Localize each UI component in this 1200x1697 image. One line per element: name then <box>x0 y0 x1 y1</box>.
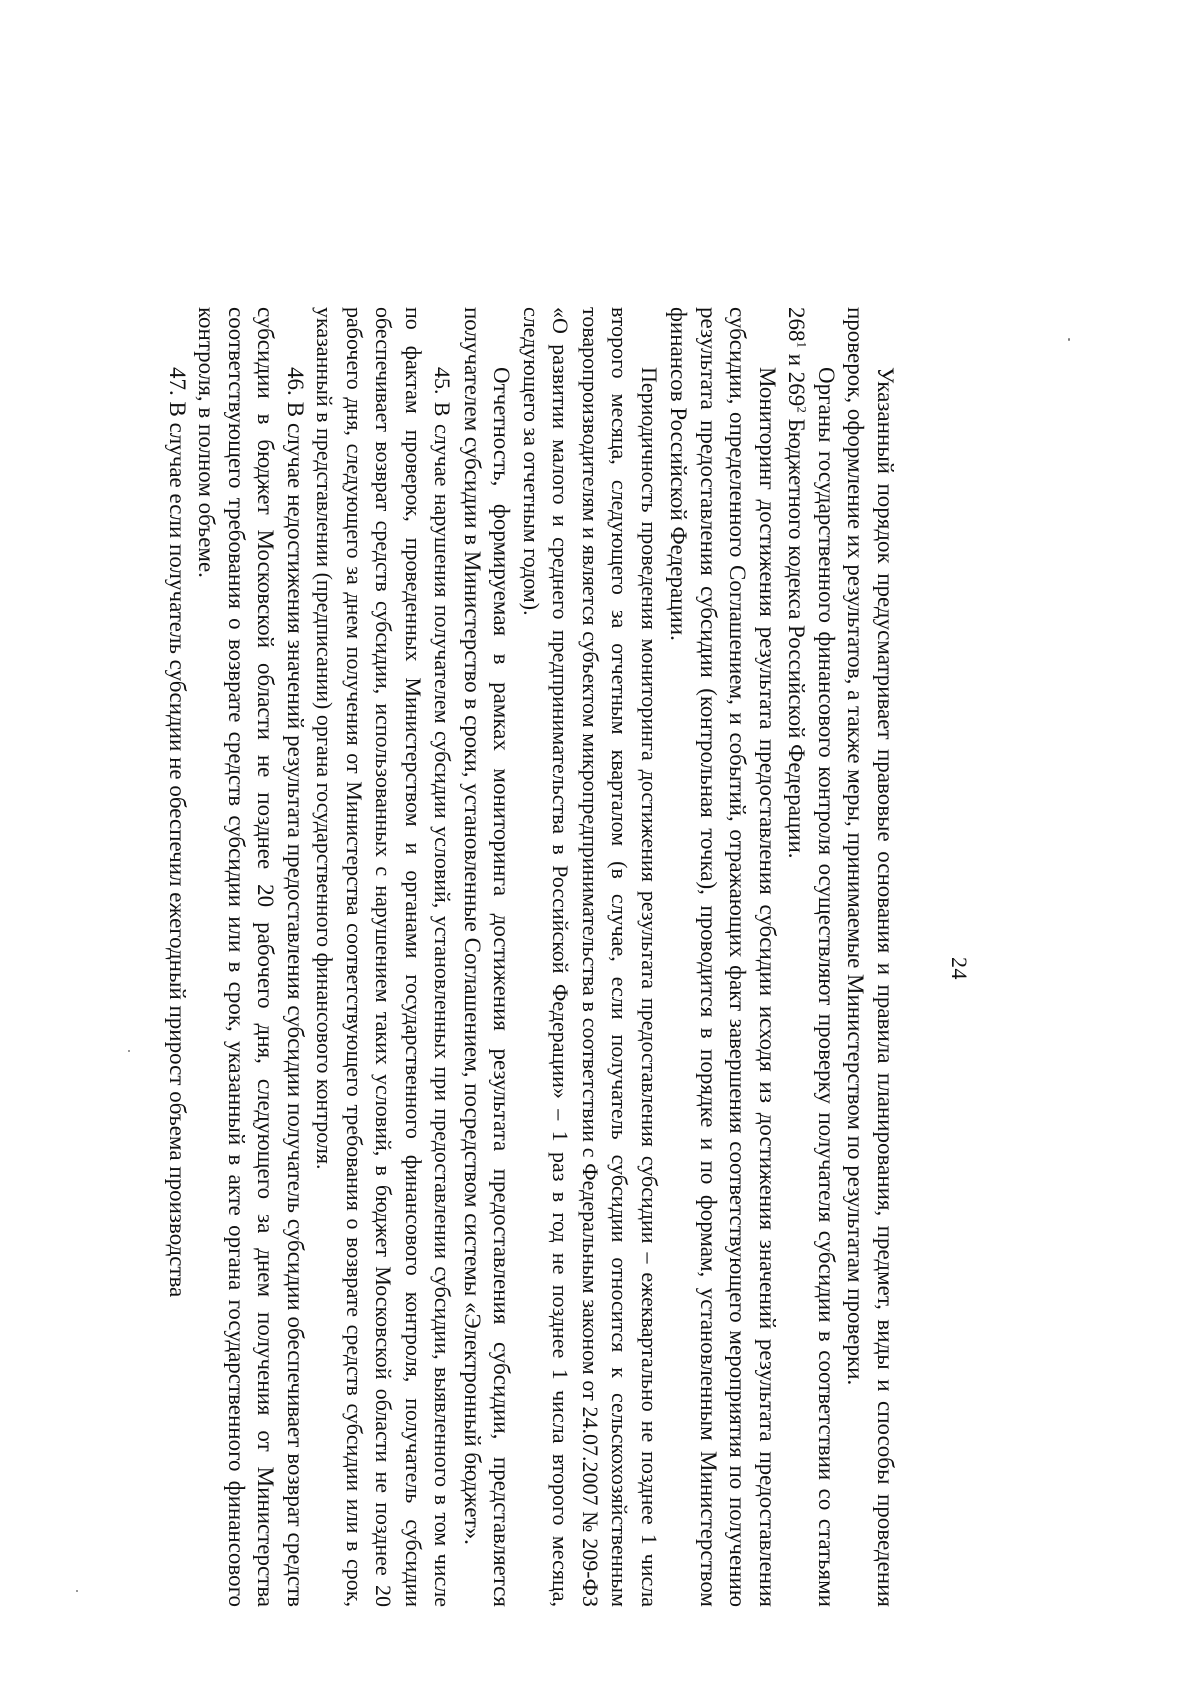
paragraph-financial-control-text-after: Бюджетного кодекса Российской Федерации. <box>784 412 810 859</box>
paragraph-reporting: Отчетность, формируемая в рамках мониторинга достижения результата предоставления субсидии, представляется получателем субсидии в Министерство в сроки, установленные Соглашением, посредством системы «Электронный бюджет». <box>460 307 515 1607</box>
paragraph-item-47: 47. В случае если получатель субсидии не обеспечил ежегодный прирост объема производства <box>165 367 190 1298</box>
superscript-article-269: 2 <box>795 406 811 413</box>
rotated-document-page <box>120 142 1200 1642</box>
paragraph-monitoring: Мониторинг достижения результата предоставления субсидии исходя из достижения значений результата предоставления субсидии, определенного Соглашением, и событий, отражающих факт завершения соответствующего мероприятия по получению результата предоставления субсидии (контрольная точка), проводится в порядке и по формам, установленным Министерством финансов Российской Федерации. <box>666 307 780 1607</box>
paragraph-financial-control-text-before: Органы государственного финансового контроля осуществляют проверку получателя субсидии в соответствии со статьями 268 <box>784 307 839 1607</box>
paragraph-monitoring-periodicity: Периодичность проведения мониторинга достижения результата предоставления субсидии – ежеквартально не позднее 1 числа второго месяца, следующего за отчетным кварталом (в случае, если получатель субсидии относится к сельскохозяйственным товаропроизводителям и является субъектом микропредпринимательства в соответствии с Федеральным законом от 24.07.2007 № 209-ФЗ «О развитии малого и среднего предпринимательства в Российской Федерации» – 1 раз в год не позднее 1 числа второго месяца, следующего за отчетным годом). <box>519 307 662 1607</box>
scan-speck <box>128 1050 130 1052</box>
paragraph-item-45: 45. В случае нарушения получателем субсидии условий, установленных при предоставлении субсидии, выявленного в том числе по фактам проверок, проведенных Министерством и органами государственного финансового контроля, получатель субсидии обеспечивает возврат средств субсидии, использованных с нарушением таких условий, в бюджет Московской области не позднее 20 рабочего дня, следующего за днем получения от Министерства соответствующего требования о возврате средств субсидии или в срок, указанный в представлении (предписании) органа государственного финансового контроля. <box>312 307 456 1607</box>
paragraph-financial-control <box>782 307 841 1607</box>
paragraph-financial-control-text-middle: и 269 <box>784 348 810 407</box>
scan-speck <box>76 1590 78 1592</box>
document-body <box>163 307 901 1607</box>
scan-speck <box>1068 338 1070 341</box>
superscript-article-268: 1 <box>795 341 811 348</box>
page-number: 24 <box>947 957 972 980</box>
paragraph-checks-procedure: Указанный порядок предусматривает правовые основания и правила планирования, предмет, виды и способы проведения проверок, оформление их результатов, а также меры, принимаемые Министерством по результатам проверки. <box>843 307 898 1607</box>
paragraph-item-46: 46. В случае недостижения значений результата предоставления субсидии получатель субсидии обеспечивает возврат средств субсидии в бюджет Московской области не позднее 20 рабочего дня, следующего за днем получения от Министерства соответствующего требования о возврате средств субсидии или в срок, указанный в акте органа государственного финансового контроля, в полном объеме. <box>194 307 308 1607</box>
